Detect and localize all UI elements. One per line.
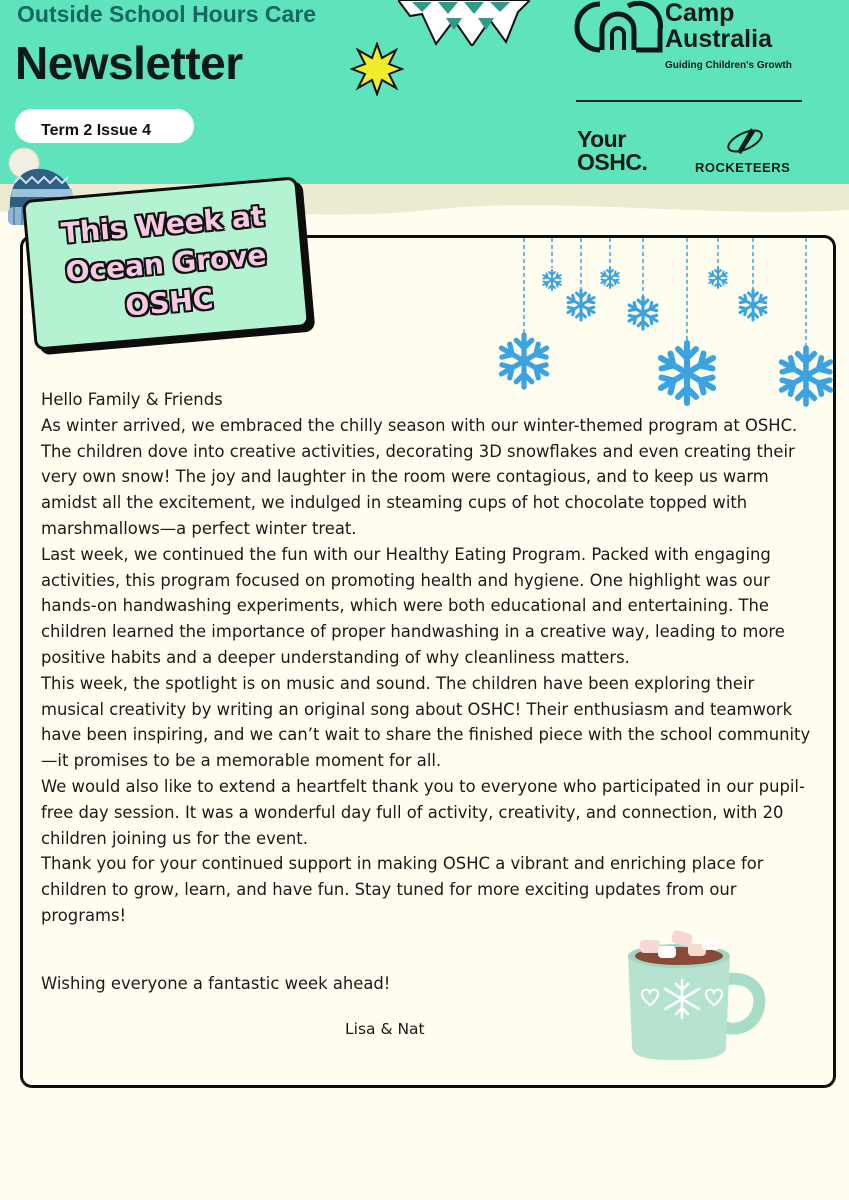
snowflake-icon: [740, 290, 766, 320]
letter-paragraph: Thank you for your continued support in making OSHC a vibrant and enriching place for children to grow, learn, and have fun. Stay tuned for more exciting updates from our programs!: [41, 854, 764, 925]
issue-badge: [15, 109, 194, 143]
snowflake-icon: [543, 270, 560, 290]
newsletter-title: Newsletter: [15, 37, 243, 89]
camp-australia-logo-icon: [572, 0, 664, 54]
snowflake-icon: [601, 268, 618, 288]
snowflake-icon: [709, 268, 726, 288]
camp-australia-tagline: Guiding Children's Growth: [665, 60, 792, 71]
snowflake-icon: [629, 297, 657, 329]
hot-chocolate-mug-icon: [618, 922, 768, 1067]
issue-label: Term 2 Issue 4: [41, 122, 151, 139]
rocketeers-logo: ROCKETEERS: [695, 160, 791, 175]
section-title: This Week at Ocean Grove OSHC: [59, 199, 268, 323]
bunting-icon: [398, 0, 530, 46]
snowflake-icon: [568, 290, 594, 320]
section-title-card: [22, 176, 310, 350]
letter-paragraph: We would also like to extend a heartfelt thank you to everyone who participated in our pupil-free day session. It was a wonderful day full of activity, creativity, and connection, with 20 children joining us for the event.: [41, 776, 805, 848]
snowflake-icon: [501, 335, 546, 387]
sun-icon: [350, 42, 404, 96]
letter-paragraph: Last week, we continued the fun with our Healthy Eating Program. Packed with engaging activities, this program focused on promoting health and hygiene. One highlight was our hands-on handwashing experiments, which were both educational and entertaining. The children learned the importance of proper handwashing in a creative way, leading to more positive habits and a deeper understanding of why cleanliness matters.: [41, 544, 785, 667]
your-oshc-logo: Your OSHC.: [577, 126, 648, 175]
letter-paragraph: As winter arrived, we embraced the chilly season with our winter-themed program at OSHC. The children dove into creative activities, decorating 3D snowflakes and even creating their very own snow! The joy and laughter in the room were contagious, and to keep us warm amidst all the excitement, we indulged in steaming cups of hot chocolate topped with marshmallows—a perfect winter treat.: [41, 415, 798, 538]
rocket-icon: [723, 122, 767, 160]
letter-paragraph: This week, the spotlight is on music and sound. The children have been exploring their musical creativity by writing an original song about OSHC! Their enthusiasm and teamwork have been inspiring, and we can’t wait to share the finished piece with the school community—it promises to be a memorable moment for all.: [41, 673, 811, 771]
letter-signature: Lisa & Nat: [345, 1020, 425, 1038]
letter-greeting: Hello Family & Friends: [41, 390, 223, 409]
camp-australia-name: Camp Australia: [665, 0, 772, 53]
brand-divider: [576, 100, 802, 102]
org-name: Outside School Hours Care: [17, 1, 317, 27]
letter-body: [41, 387, 821, 929]
letter-closing: Wishing everyone a fantastic week ahead!: [41, 974, 391, 993]
